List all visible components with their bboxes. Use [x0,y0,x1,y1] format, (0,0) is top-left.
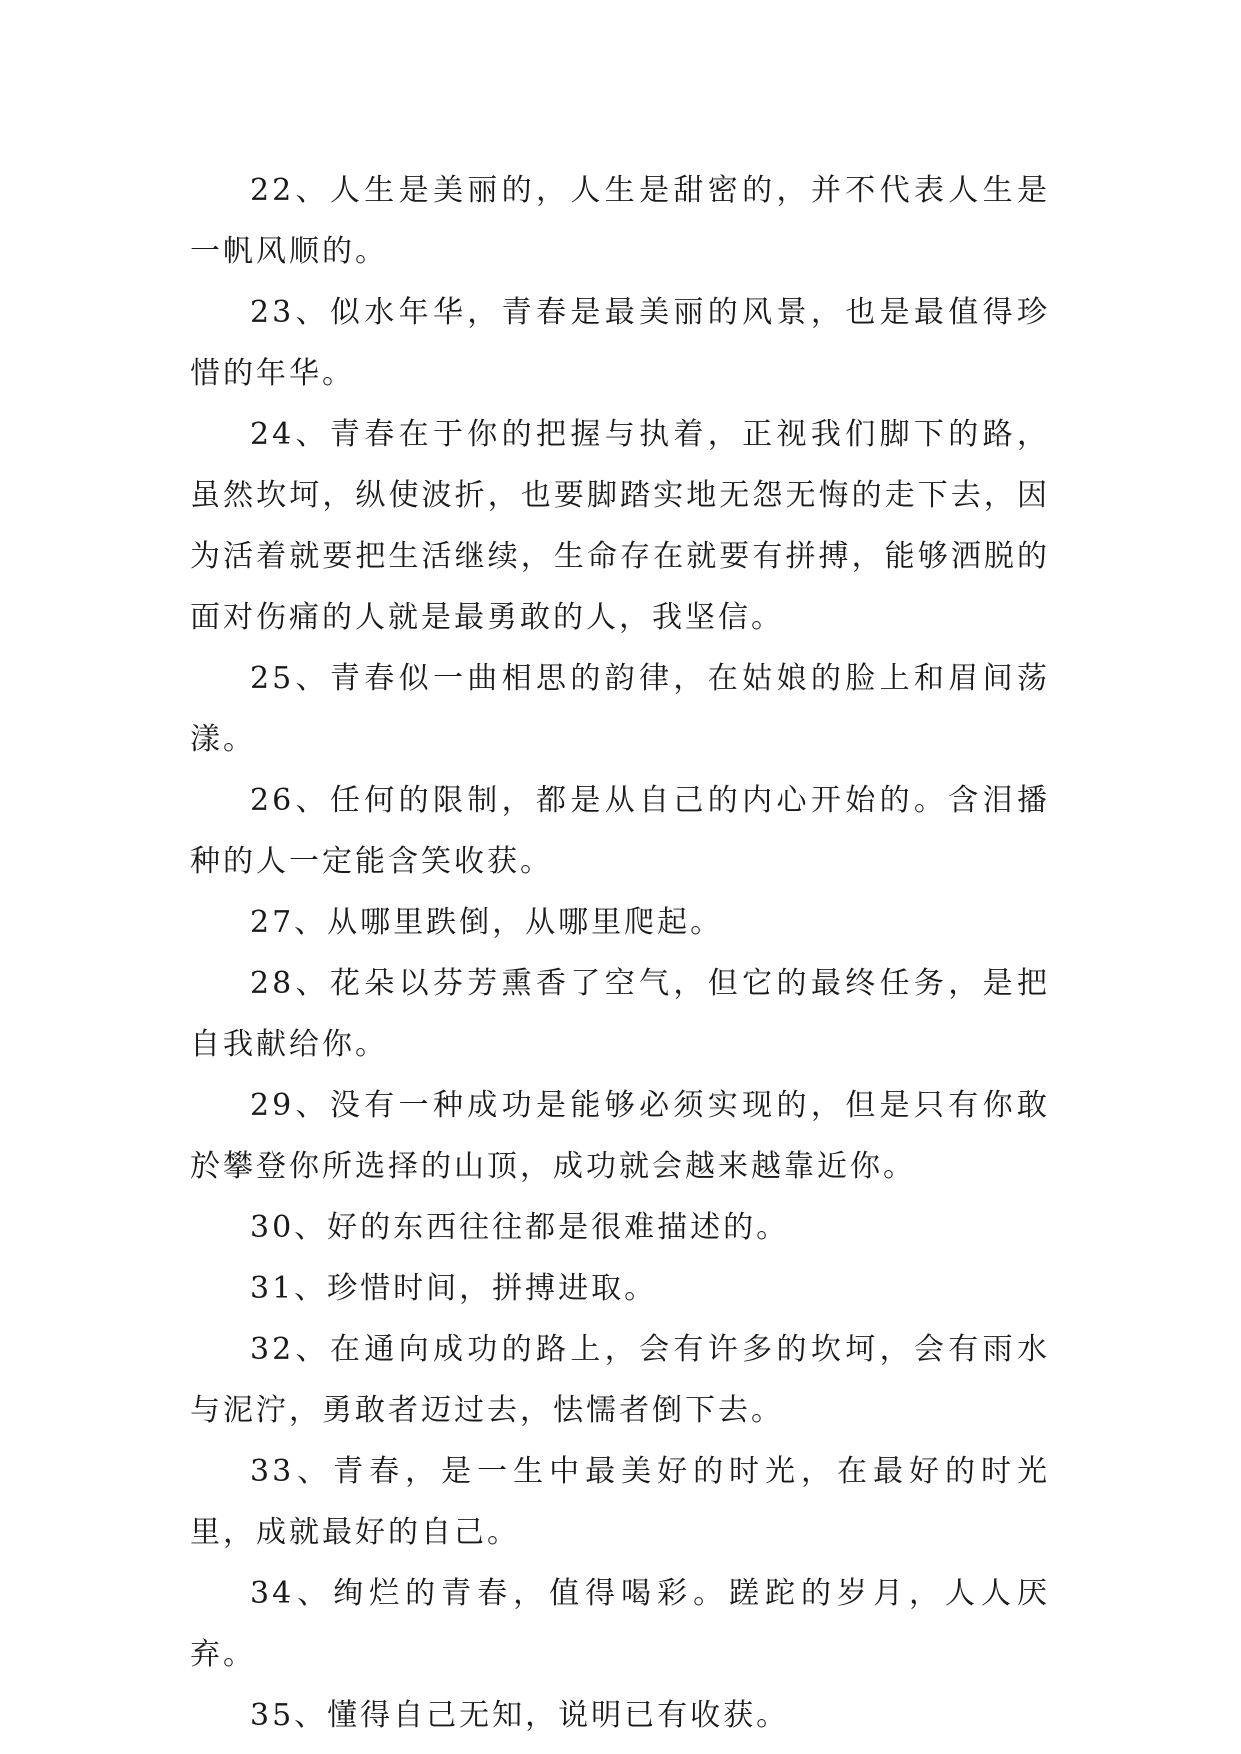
paragraph-29: 29、没有一种成功是能够必须实现的，但是只有你敢於攀登你所选择的山顶，成功就会越来越靠近你。 [190,1088,1050,1184]
document-body [190,160,1050,1746]
paragraph-31: 31、珍惜时间，拼搏进取。 [250,1271,658,1306]
paragraph-27: 27、从哪里跌倒，从哪里爬起。 [250,905,724,940]
paragraph-30: 30、好的东西往往都是很难描述的。 [250,1210,790,1245]
paragraph-24: 24、青春在于你的把握与执着，正视我们脚下的路，虽然坎坷，纵使波折，也要脚踏实地无怨无悔的走下去，因为活着就要把生活继续，生命存在就要有拼搏，能够洒脱的面对伤痛的人就是最勇敢的人，我坚信。 [190,417,1050,635]
paragraph-28: 28、花朵以芬芳熏香了空气，但它的最终任务，是把自我献给你。 [190,966,1050,1062]
paragraph-35: 35、懂得自己无知，说明已有收获。 [250,1698,790,1733]
paragraph-23: 23、似水年华，青春是最美丽的风景，也是最值得珍惜的年华。 [190,295,1050,391]
paragraph-33: 33、青春，是一生中最美好的时光，在最好的时光里，成就最好的自己。 [190,1454,1050,1550]
paragraph-22: 22、人生是美丽的，人生是甜密的，并不代表人生是一帆风顺的。 [190,173,1050,269]
paragraph-34: 34、绚烂的青春，值得喝彩。蹉跎的岁月，人人厌弃。 [190,1576,1050,1672]
paragraph-25: 25、青春似一曲相思的韵律，在姑娘的脸上和眉间荡漾。 [190,661,1050,757]
paragraph-32: 32、在通向成功的路上，会有许多的坎坷，会有雨水与泥泞，勇敢者迈过去，怯懦者倒下去。 [190,1332,1050,1428]
paragraph-26: 26、任何的限制，都是从自己的内心开始的。含泪播种的人一定能含笑收获。 [190,783,1050,879]
